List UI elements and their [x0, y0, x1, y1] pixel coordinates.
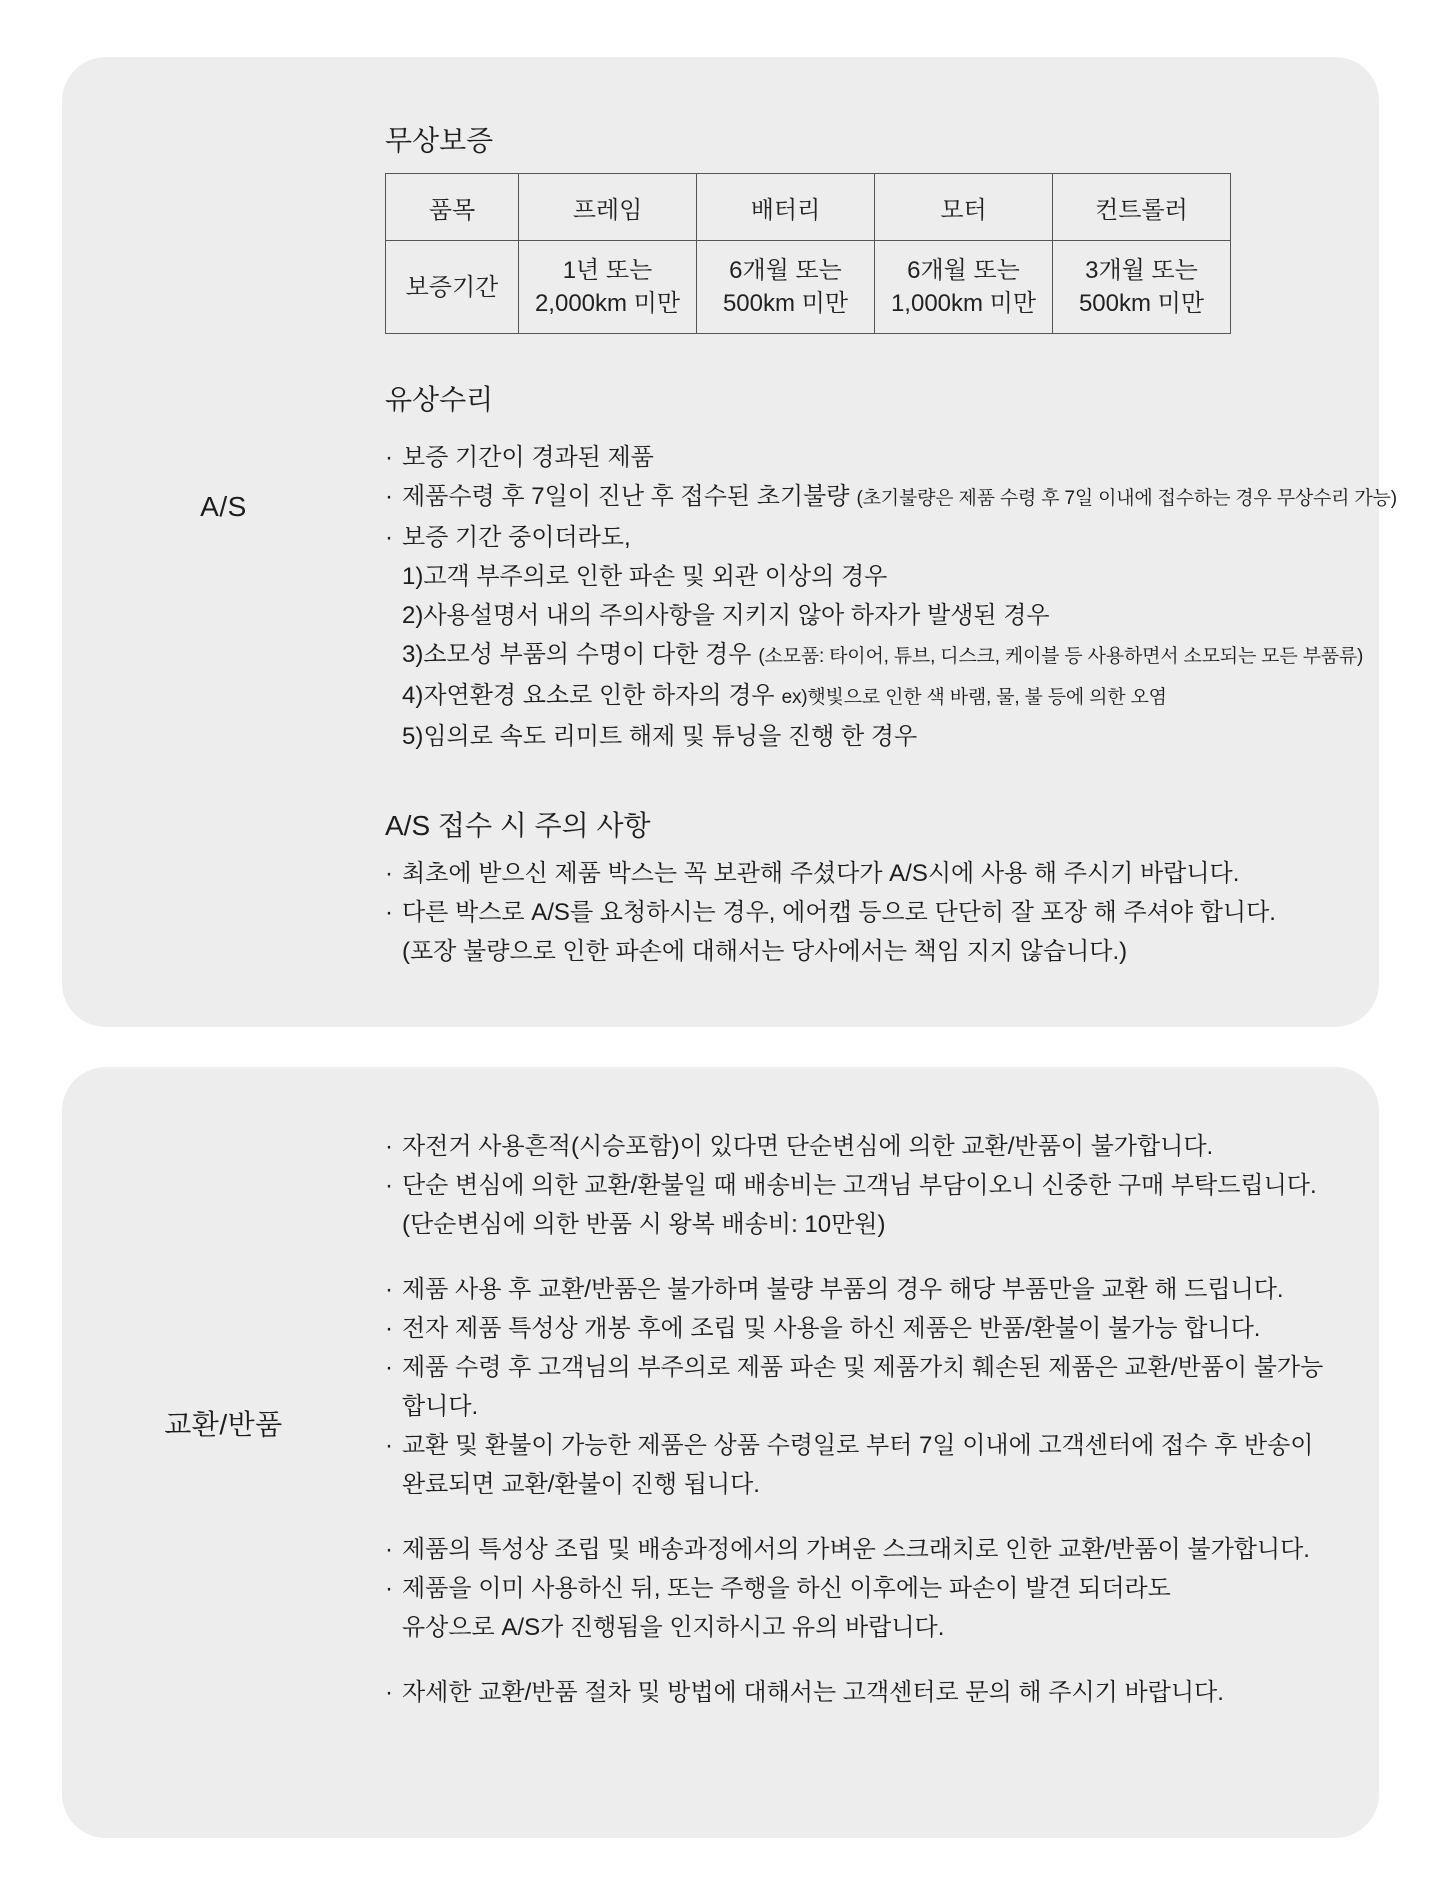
policy-line-text: 2)사용설명서 내의 주의사항을 지키지 않아 하자가 발생된 경우 [402, 602, 1050, 629]
warranty-table [385, 173, 1231, 334]
policy-line [385, 717, 1345, 756]
paid-repair-section [385, 382, 1397, 756]
policy-line-text: 자전거 사용흔적(시승포함)이 있다면 단순변심에 의한 교환/반품이 불가합니다. [402, 1133, 1214, 1160]
warranty-cell-line: 1,000km 미만 [890, 290, 1037, 317]
bullet-dot: · [385, 899, 393, 926]
policy-line-text: 3)소모성 부품의 수명이 다한 경우 [402, 641, 752, 668]
warranty-cell-line: 2,000km 미만 [534, 290, 681, 317]
bullet-dot: · [385, 1536, 393, 1563]
policy-line-text: 합니다. [402, 1393, 479, 1420]
policy-line [385, 635, 1364, 676]
policy-line [385, 1348, 1345, 1387]
policy-line [385, 1608, 1345, 1647]
bullet-dot: · [385, 1354, 393, 1381]
policy-line [385, 1530, 1345, 1569]
policy-line [385, 1569, 1345, 1608]
bullet-dot: · [385, 483, 393, 510]
policy-line [385, 518, 1345, 557]
policy-line-text: 최초에 받으신 제품 박스는 꼭 보관해 주셨다가 A/S시에 사용 해 주시기 바랍니다. [402, 860, 1240, 887]
policy-line [385, 932, 1345, 971]
warranty-cell-line: 1년 또는 [562, 257, 653, 284]
exchange-paragraph [385, 1530, 1345, 1647]
warranty-col-header: 배터리 [697, 174, 875, 241]
policy-line [385, 1270, 1345, 1309]
warranty-col-header: 프레임 [519, 174, 697, 241]
bullet-dot: · [385, 1276, 393, 1303]
policy-line-text: (단순변심에 의한 반품 시 왕복 배송비: 10만원) [402, 1211, 886, 1238]
as-notice-title: A/S 접수 시 주의 사항 [385, 810, 651, 841]
bullet-dot: · [385, 524, 393, 551]
warranty-cell-line: 500km 미만 [722, 290, 849, 317]
warranty-table-value-row [386, 241, 1231, 334]
bullet-dot: · [385, 1679, 393, 1706]
policy-line-text: 완료되면 교환/환불이 진행 됩니다. [402, 1471, 760, 1498]
policy-line [385, 1127, 1345, 1166]
policy-line-text: 보증 기간이 경과된 제품 [402, 444, 654, 471]
policy-line [385, 1387, 1345, 1426]
bullet-dot: · [385, 1432, 393, 1459]
bullet-dot: · [385, 1172, 393, 1199]
policy-line [385, 1465, 1345, 1504]
warranty-title: 무상보증 [385, 125, 494, 156]
warranty-cell [697, 241, 875, 334]
paid-repair-title: 유상수리 [385, 384, 494, 415]
warranty-cell-line: 6개월 또는 [729, 257, 842, 284]
policy-line-text: 다른 박스로 A/S를 요청하시는 경우, 에어캡 등으로 단단히 잘 포장 해 주셔야 합니다. [402, 899, 1276, 926]
policy-line [385, 1673, 1345, 1712]
policy-line [385, 854, 1345, 893]
policy-line [385, 557, 1345, 596]
policy-line-note: ex)햇빛으로 인한 색 바램, 물, 불 등에 의한 오염 [781, 687, 1167, 708]
policy-line-text: (포장 불량으로 인한 파손에 대해서는 당사에서는 책임 지지 않습니다.) [402, 938, 1128, 965]
policy-line [385, 438, 1345, 477]
policy-line-text: 제품 수령 후 고객님의 부주의로 제품 파손 및 제품가치 훼손된 제품은 교환/반품이 불가능 [402, 1354, 1324, 1381]
warranty-col-header: 모터 [875, 174, 1053, 241]
bullet-dot: · [385, 1133, 393, 1160]
warranty-cell-line: 6개월 또는 [907, 257, 1020, 284]
policy-line-note: (소모품: 타이어, 튜브, 디스크, 케이블 등 사용하면서 소모되는 모든 부품류) [758, 646, 1364, 667]
warranty-col-header: 품목 [386, 174, 519, 241]
policy-line-text: 전자 제품 특성상 개봉 후에 조립 및 사용을 하신 제품은 반품/환불이 불가능 합니다. [402, 1315, 1261, 1342]
bullet-dot: · [385, 1315, 393, 1342]
policy-line-text: 4)자연환경 요소로 인한 하자의 경우 [402, 682, 775, 709]
policy-line [385, 1205, 1345, 1244]
policy-line-text: 5)임의로 속도 리미트 해제 및 튜닝을 진행 한 경우 [402, 723, 918, 750]
policy-line [385, 477, 1397, 518]
exchange-side-label: 교환/반품 [164, 1409, 283, 1440]
exchange-return-card [62, 1067, 1379, 1838]
as-card-content [385, 57, 1397, 971]
policy-line-text: 교환 및 환불이 가능한 제품은 상품 수령일로 부터 7일 이내에 고객센터에 접수 후 반송이 [402, 1432, 1314, 1459]
warranty-row-label: 보증기간 [386, 241, 519, 334]
warranty-cell-line: 3개월 또는 [1085, 257, 1198, 284]
policy-line-text: 제품 사용 후 교환/반품은 불가하며 불량 부품의 경우 해당 부품만을 교환 해 드립니다. [402, 1276, 1284, 1303]
warranty-col-header: 컨트롤러 [1053, 174, 1231, 241]
policy-line-text: 제품의 특성상 조립 및 배송과정에서의 가벼운 스크래치로 인한 교환/반품이 불가합니다. [402, 1536, 1310, 1563]
warranty-cell-line: 500km 미만 [1078, 290, 1205, 317]
bullet-dot: · [385, 444, 393, 471]
policy-line-text: 1)고객 부주의로 인한 파손 및 외관 이상의 경우 [402, 563, 888, 590]
policy-line-text: 단순 변심에 의한 교환/환불일 때 배송비는 고객님 부담이오니 신중한 구매 부탁드립니다. [402, 1172, 1317, 1199]
policy-line [385, 893, 1345, 932]
policy-line-text: 자세한 교환/반품 절차 및 방법에 대해서는 고객센터로 문의 해 주시기 바랍니다. [402, 1679, 1224, 1706]
bullet-dot: · [385, 1575, 393, 1602]
policy-line [385, 1309, 1345, 1348]
exchange-paragraph [385, 1673, 1345, 1712]
policy-line [385, 1426, 1345, 1465]
policy-line-note: (초기불량은 제품 수령 후 7일 이내에 접수하는 경우 무상수리 가능) [856, 488, 1397, 509]
warranty-table-header-row [386, 174, 1231, 241]
exchange-paragraph [385, 1270, 1345, 1504]
as-notice-list [385, 854, 1345, 971]
exchange-paragraph [385, 1127, 1345, 1244]
warranty-cell [1053, 241, 1231, 334]
bullet-dot: · [385, 860, 393, 887]
policy-line [385, 1166, 1345, 1205]
policy-line-text: 보증 기간 중이더라도, [402, 524, 631, 551]
policy-line-text: 제품을 이미 사용하신 뒤, 또는 주행을 하신 이후에는 파손이 발견 되더라도 [402, 1575, 1171, 1602]
as-policy-card [62, 57, 1397, 1027]
policy-line [385, 596, 1345, 635]
policy-line-text: 제품수령 후 7일이 진난 후 접수된 초기불량 [402, 483, 850, 510]
warranty-cell [875, 241, 1053, 334]
as-notice-section [385, 808, 1345, 971]
warranty-cell [519, 241, 697, 334]
paid-repair-list [385, 438, 1397, 756]
policy-line-text: 유상으로 A/S가 진행됨을 인지하시고 유의 바랍니다. [402, 1614, 945, 1641]
as-side-label: A/S [200, 491, 247, 522]
policy-line [385, 676, 1345, 717]
exchange-card-content [385, 1067, 1345, 1712]
